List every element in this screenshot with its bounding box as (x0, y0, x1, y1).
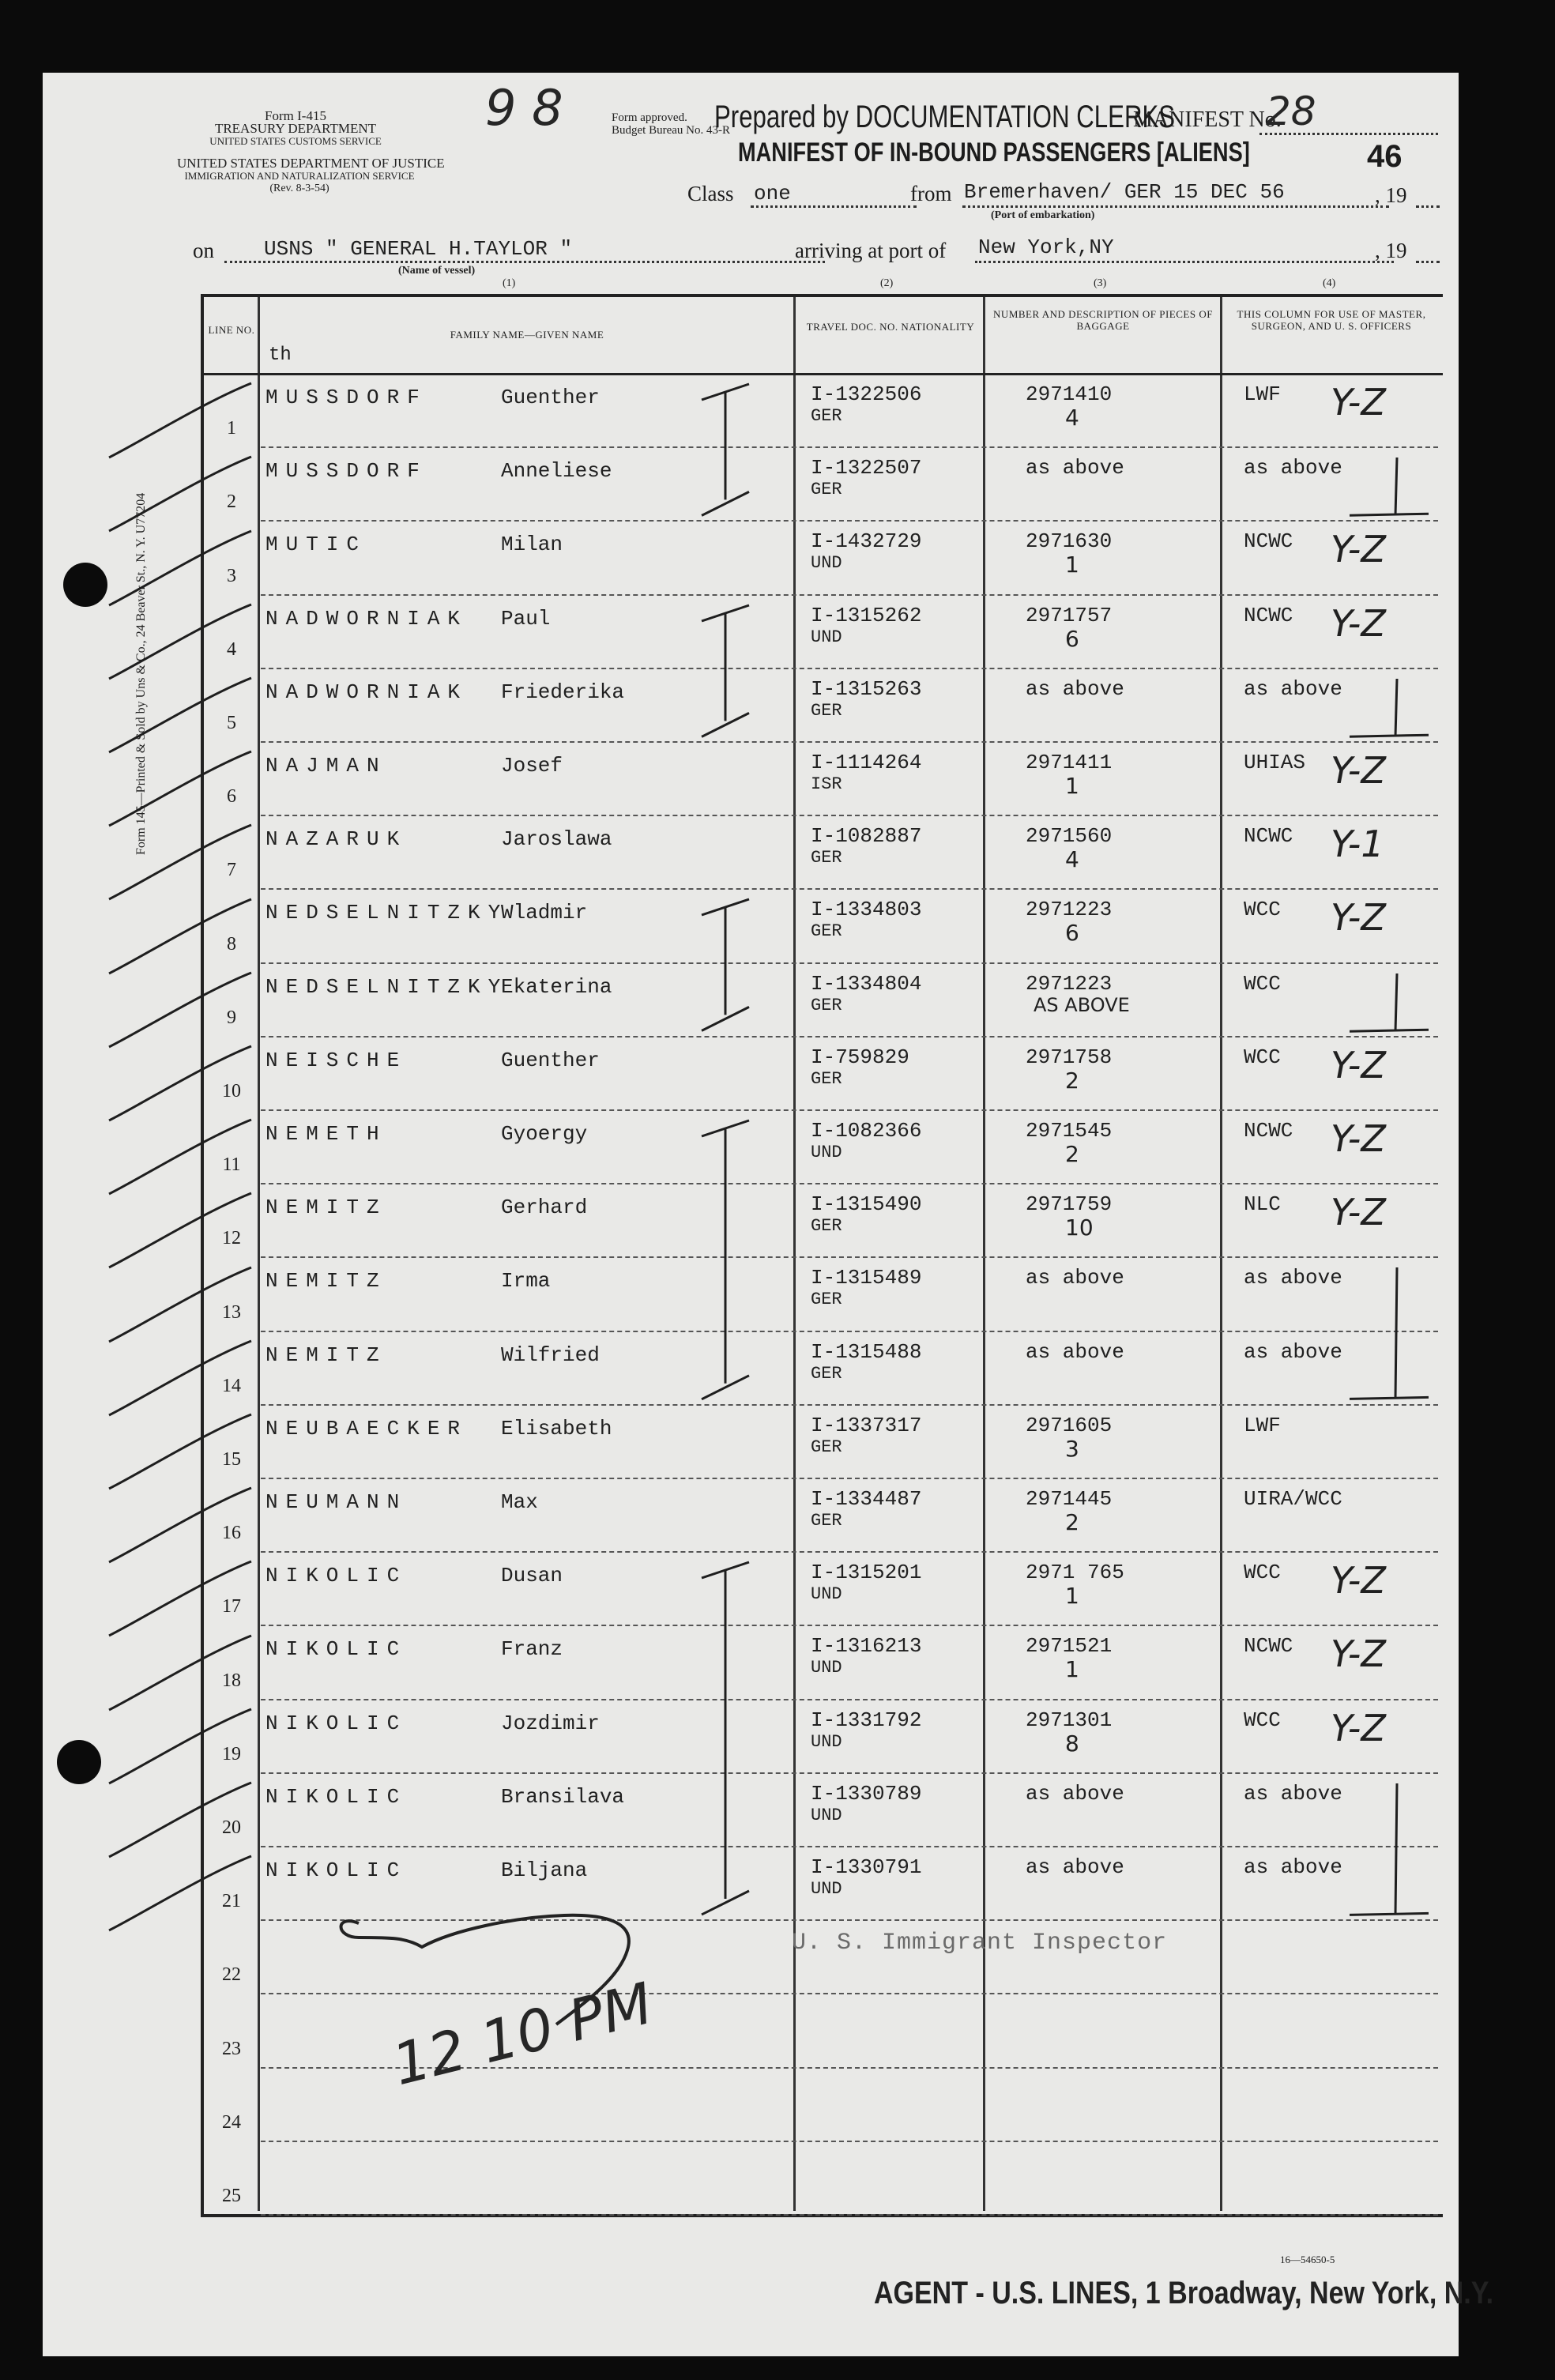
agent-footer: AGENT - U.S. LINES, 1 Broadway, New York, N.Y. (874, 2276, 1494, 2310)
row-agency: as above (1244, 1339, 1342, 1364)
row-officer-mark: Y-Z (1331, 1043, 1386, 1086)
handwritten-scribble (327, 1906, 706, 2080)
class-line (751, 205, 917, 208)
table-row (204, 671, 1443, 744)
officer-bracket (1342, 679, 1436, 744)
row-nationality: ISR (811, 774, 842, 794)
family-bracket (694, 1562, 757, 1922)
row-nationality: GER (811, 1216, 842, 1237)
officer-bracket (1342, 458, 1436, 523)
row-agency: UHIAS (1244, 751, 1306, 774)
table-row (204, 1776, 1443, 1849)
budget-bureau: Budget Bureau No. 43-R (612, 124, 730, 137)
col-header-line: LINE NO. (208, 324, 255, 336)
table-row (204, 1039, 1443, 1113)
col-header-travel: TRAVEL DOC. NO. NATIONALITY (806, 321, 975, 333)
col-header-baggage: NUMBER AND DESCRIPTION OF PIECES OF BAGGAGE (993, 308, 1213, 332)
row-baggage: 2971301 (1026, 1708, 1113, 1732)
row-family-name: NAZARUK (265, 827, 408, 852)
row-family-name: MUSSDORF (265, 386, 427, 409)
punch-hole-bottom (57, 1740, 101, 1784)
header-rule (204, 373, 1443, 375)
row-line-number: 15 (222, 1448, 241, 1470)
row-given-name: Gerhard (501, 1196, 588, 1220)
table-row (204, 1260, 1443, 1333)
row-baggage: 2971521 (1026, 1634, 1113, 1659)
row-officer-mark: Y-Z (1331, 896, 1386, 940)
year-suffix-2: , 19 (1375, 239, 1407, 262)
row-travel-doc: I-1315489 (811, 1266, 922, 1290)
row-given-name: Gyoergy (501, 1122, 588, 1146)
row-travel-doc: I-1334803 (811, 898, 922, 922)
row-nationality: UND (811, 1584, 842, 1605)
row-given-name: Josef (501, 754, 563, 778)
row-nationality: UND (811, 553, 842, 574)
row-nationality: GER (811, 995, 842, 1015)
row-travel-doc: I-1334804 (811, 971, 922, 996)
row-baggage: as above (1026, 456, 1124, 480)
row-travel-doc: I-1337317 (811, 1413, 922, 1437)
row-rule (261, 668, 1438, 669)
family-bracket (694, 605, 757, 744)
customs-service: UNITED STATES CUSTOMS SERVICE (209, 135, 382, 147)
row-given-name: Paul (501, 606, 551, 631)
row-nationality: GER (811, 1511, 842, 1531)
row-line-number: 3 (227, 565, 236, 586)
row-family-name: NEMITZ (265, 1269, 387, 1294)
row-baggage: 2971560 (1026, 824, 1113, 849)
row-family-name: NEDSELNITZKY (265, 901, 509, 925)
row-baggage-pieces: 1 (1065, 773, 1079, 799)
row-given-name: Ekaterina (501, 974, 612, 999)
col1-caption: (1) (503, 277, 516, 289)
col2-caption: (2) (880, 277, 894, 289)
row-family-name: MUTIC (265, 533, 367, 557)
table-row (204, 597, 1443, 671)
table-row (204, 1554, 1443, 1628)
row-baggage: 2971410 (1026, 382, 1113, 406)
row-officer-mark: Y-Z (1331, 601, 1386, 645)
row-given-name: Friederika (501, 680, 625, 704)
row-travel-doc: I-1331792 (811, 1708, 922, 1732)
handwritten-time: 12 10 PM (386, 1969, 659, 2099)
row-baggage: 2971758 (1026, 1045, 1113, 1069)
row-travel-doc: I-1315263 (811, 676, 922, 701)
officer-bracket (1342, 1783, 1436, 1922)
row-family-name: NADWORNIAK (265, 606, 469, 631)
row-family-name: NADWORNIAK (265, 680, 469, 704)
row-agency: NCWC (1244, 1634, 1293, 1659)
row-agency: NLC (1244, 1192, 1281, 1217)
from-label: from (910, 182, 952, 205)
on-label: on (193, 239, 214, 262)
page-number: 46 (1367, 139, 1403, 174)
row-line-number: 20 (222, 1817, 241, 1838)
row-rule (261, 741, 1438, 743)
row-nationality: UND (811, 1805, 842, 1825)
row-line-number: 19 (222, 1743, 241, 1764)
row-family-name: NEMITZ (265, 1343, 387, 1367)
row-baggage-pieces: 10 (1065, 1214, 1094, 1241)
row-given-name: Franz (501, 1637, 563, 1662)
row-rule (261, 1036, 1438, 1037)
col-header-officers: THIS COLUMN FOR USE OF MASTER, SURGEON, AND U. S. OFFICERS (1237, 308, 1426, 332)
row-nationality: GER (811, 1437, 842, 1457)
row-travel-doc: I-1315490 (811, 1192, 922, 1217)
row-officer-mark: Y-Z (1331, 1117, 1386, 1160)
row-line-number: 9 (227, 1007, 236, 1028)
row-baggage-pieces: 1 (1065, 1656, 1079, 1683)
row-travel-doc: I-1114264 (811, 751, 922, 774)
manifest-no-label: MANIFEST No. (1133, 107, 1282, 132)
row-nationality: GER (811, 848, 842, 868)
row-baggage-pieces: AS ABOVE (1034, 993, 1130, 1016)
row-agency: NCWC (1244, 824, 1293, 849)
table-row (204, 818, 1443, 891)
prepared-by-stamp: Prepared by DOCUMENTATION CLERKS (714, 100, 1176, 134)
family-bracket (694, 384, 757, 523)
year-suffix-1: , 19 (1375, 183, 1407, 207)
row-nationality: GER (811, 700, 842, 721)
row-line-number: 17 (222, 1596, 241, 1617)
row-rule (261, 1478, 1438, 1479)
table-row (204, 2070, 1443, 2144)
row-rule (261, 1846, 1438, 1847)
col3-caption: (3) (1094, 277, 1107, 289)
row-agency: NCWC (1244, 529, 1293, 554)
inspector-stamp: U. S. Immigrant Inspector (792, 1930, 1168, 1956)
row-given-name: Elisabeth (501, 1416, 612, 1440)
row-rule (261, 1256, 1438, 1258)
row-nationality: UND (811, 1143, 842, 1162)
row-baggage: 2971630 (1026, 529, 1113, 554)
row-line-number: 16 (222, 1523, 241, 1544)
row-family-name: NAJMAN (265, 754, 387, 778)
row-nationality: GER (811, 406, 842, 426)
row-travel-doc: I-1322507 (811, 456, 922, 480)
row-baggage-pieces: 3 (1065, 1435, 1079, 1462)
row-agency: as above (1244, 1855, 1342, 1879)
row-officer-mark: Y-1 (1331, 823, 1384, 866)
row-baggage: 2971223 (1026, 898, 1113, 922)
form-code: 16—54650-5 (1280, 2254, 1335, 2265)
row-line-number: 6 (227, 786, 236, 808)
row-officer-mark: Y-Z (1331, 1632, 1386, 1676)
row-family-name: NEMETH (265, 1122, 387, 1146)
row-line-number: 25 (222, 2185, 241, 2206)
row-officer-mark: Y-Z (1331, 381, 1386, 424)
row-officer-mark: Y-Z (1331, 749, 1386, 792)
officer-bracket (1342, 1267, 1436, 1407)
row-family-name: NIKOLIC (265, 1564, 408, 1588)
row-family-name: NIKOLIC (265, 1858, 408, 1882)
side-printer-notice: Form 145—Printed & Sold by Uns & Co., 24 Beaver St., N. Y. U77204 (134, 492, 148, 855)
row-agency: WCC (1244, 1045, 1281, 1069)
row-rule (261, 1404, 1438, 1406)
row-baggage: 2971545 (1026, 1119, 1113, 1143)
row-line-number: 11 (222, 1154, 241, 1176)
row-travel-doc: I-1082887 (811, 824, 922, 849)
row-given-name: Wilfried (501, 1343, 600, 1367)
row-officer-mark: Y-Z (1331, 1191, 1386, 1234)
row-line-number: 24 (222, 2111, 241, 2133)
table-row (204, 1186, 1443, 1260)
row-nationality: GER (811, 1068, 842, 1089)
manifest-title: MANIFEST OF IN-BOUND PASSENGERS [ALIENS] (738, 137, 1250, 168)
row-line-number: 22 (222, 1964, 241, 1986)
punch-hole-top (63, 563, 107, 607)
table-row (204, 1702, 1443, 1776)
row-given-name: Jaroslawa (501, 827, 612, 852)
row-agency: WCC (1244, 898, 1281, 922)
arriving-line (975, 261, 1394, 263)
row-given-name: Guenther (501, 1048, 600, 1072)
table-row (204, 1334, 1443, 1407)
row-rule (261, 520, 1438, 522)
row-line-number: 14 (222, 1375, 241, 1396)
row-baggage: 2971 765 (1026, 1561, 1124, 1585)
row-family-name: NIKOLIC (265, 1784, 408, 1809)
row-family-name: NEMITZ (265, 1196, 387, 1220)
class-value: one (754, 182, 791, 205)
row-agency: WCC (1244, 1708, 1281, 1732)
from-value: Bremerhaven/ GER 15 DEC 56 (964, 180, 1285, 204)
row-family-name: NEUBAECKER (265, 1416, 469, 1440)
row-rule (261, 594, 1438, 596)
row-rule (261, 1772, 1438, 1774)
form-approved: Form approved. (612, 111, 687, 124)
row-family-name: NEISCHE (265, 1048, 408, 1072)
col-header-name-note: th (269, 345, 292, 366)
row-baggage: 2971445 (1026, 1487, 1113, 1511)
from-line (962, 205, 1389, 208)
table-row (204, 966, 1443, 1039)
row-baggage-pieces: 1 (1065, 1583, 1079, 1610)
row-rule (261, 962, 1438, 964)
row-given-name: Irma (501, 1269, 551, 1294)
row-baggage: as above (1026, 1339, 1124, 1364)
row-baggage-pieces: 2 (1065, 1067, 1079, 1094)
class-label: Class (687, 182, 734, 205)
row-given-name: Jozdimir (501, 1711, 600, 1735)
row-line-number: 2 (227, 491, 236, 513)
row-given-name: Wladmir (501, 901, 588, 925)
ins-service: IMMIGRATION AND NATURALIZATION SERVICE (184, 170, 415, 182)
form-number: Form I-415 (265, 108, 326, 123)
row-travel-doc: I-1322506 (811, 382, 922, 406)
row-travel-doc: I-1330791 (811, 1855, 922, 1879)
row-line-number: 4 (227, 638, 236, 660)
row-rule (261, 1331, 1438, 1332)
row-agency: as above (1244, 1266, 1342, 1290)
row-family-name: NIKOLIC (265, 1637, 408, 1662)
row-travel-doc: I-1334487 (811, 1487, 922, 1511)
row-given-name: Anneliese (501, 459, 612, 484)
table-row (204, 744, 1443, 818)
row-nationality: GER (811, 921, 842, 942)
row-nationality: GER (811, 1290, 842, 1310)
row-rule (261, 1109, 1438, 1111)
row-officer-mark: Y-Z (1331, 1559, 1386, 1602)
row-officer-mark: Y-Z (1331, 1706, 1386, 1749)
rev-date: (Rev. 8-3-54) (269, 183, 329, 194)
row-rule (261, 815, 1438, 816)
row-travel-doc: I-1315262 (811, 603, 922, 627)
row-baggage: as above (1026, 1855, 1124, 1879)
row-nationality: GER (811, 480, 842, 500)
row-agency: as above (1244, 676, 1342, 701)
row-line-number: 21 (222, 1891, 241, 1912)
arriving-port: New York,NY (978, 235, 1114, 259)
row-agency: LWF (1244, 382, 1281, 406)
table-row (204, 376, 1443, 450)
row-given-name: Biljana (501, 1858, 588, 1882)
row-baggage: as above (1026, 1781, 1124, 1806)
row-agency: LWF (1244, 1413, 1281, 1437)
row-rule (261, 2214, 1438, 2216)
row-baggage: 2971757 (1026, 603, 1113, 627)
table-row (204, 2144, 1443, 2217)
row-travel-doc: I-1082366 (811, 1119, 922, 1143)
table-row (204, 1628, 1443, 1701)
row-line-number: 5 (227, 712, 236, 733)
row-travel-doc: I-1432729 (811, 529, 922, 554)
row-given-name: Milan (501, 533, 563, 557)
table-row (204, 450, 1443, 523)
row-nationality: UND (811, 627, 842, 647)
row-rule (261, 888, 1438, 890)
col4-caption: (4) (1323, 277, 1336, 289)
row-agency: WCC (1244, 1561, 1281, 1585)
row-baggage-pieces: 8 (1065, 1730, 1079, 1757)
vessel-caption: (Name of vessel) (398, 265, 476, 277)
row-nationality: UND (811, 1879, 842, 1899)
row-line-number: 12 (222, 1228, 241, 1249)
row-agency: NCWC (1244, 1119, 1293, 1143)
row-line-number: 23 (222, 2038, 241, 2059)
row-officer-mark: Y-Z (1331, 528, 1386, 571)
row-baggage-pieces: 6 (1065, 625, 1079, 652)
table-row (204, 523, 1443, 597)
row-agency: as above (1244, 456, 1342, 480)
handwritten-page: 9 8 (485, 79, 563, 137)
row-nationality: UND (811, 1731, 842, 1752)
row-travel-doc: I-759829 (811, 1045, 909, 1069)
row-baggage-pieces: 2 (1065, 1509, 1079, 1535)
manifest-no-value: 28 (1266, 88, 1316, 134)
row-baggage-pieces: 4 (1065, 846, 1079, 873)
row-line-number: 8 (227, 933, 236, 955)
row-rule (261, 2141, 1438, 2142)
row-line-number: 13 (222, 1301, 241, 1323)
row-agency: WCC (1244, 971, 1281, 996)
row-given-name: Dusan (501, 1564, 563, 1588)
year-line-1 (1416, 205, 1440, 208)
vessel-line (224, 261, 825, 263)
row-rule (261, 1625, 1438, 1626)
row-baggage-pieces: 6 (1065, 920, 1079, 947)
table-row (204, 1113, 1443, 1186)
row-family-name: MUSSDORF (265, 459, 427, 484)
treasury-dept: TREASURY DEPARTMENT (214, 121, 377, 136)
row-baggage: 2971411 (1026, 751, 1113, 774)
row-given-name: Guenther (501, 386, 600, 409)
row-given-name: Max (501, 1490, 538, 1514)
row-family-name: NEUMANN (265, 1490, 408, 1514)
port-embark-caption: (Port of embarkation) (991, 209, 1095, 221)
table-row (204, 891, 1443, 965)
row-line-number: 18 (222, 1670, 241, 1691)
row-line-number: 1 (227, 418, 236, 439)
family-bracket (694, 1120, 757, 1407)
row-travel-doc: I-1316213 (811, 1634, 922, 1659)
col-header-name: FAMILY NAME—GIVEN NAME (450, 329, 604, 341)
row-nationality: UND (811, 1658, 842, 1678)
row-baggage: 2971605 (1026, 1413, 1113, 1437)
row-agency: as above (1244, 1781, 1342, 1806)
vessel-name: USNS " GENERAL H.TAYLOR " (264, 237, 573, 261)
row-family-name: NIKOLIC (265, 1711, 408, 1735)
row-baggage: 2971759 (1026, 1192, 1113, 1217)
table-row (204, 1407, 1443, 1481)
row-travel-doc: I-1315488 (811, 1339, 922, 1364)
row-rule (261, 1183, 1438, 1184)
table-row (204, 1481, 1443, 1554)
row-line-number: 7 (227, 860, 236, 881)
row-baggage-pieces: 4 (1065, 405, 1079, 431)
family-bracket (694, 899, 757, 1038)
row-rule (261, 1699, 1438, 1700)
row-baggage: 2971223 (1026, 971, 1113, 996)
row-family-name: NEDSELNITZKY (265, 974, 509, 999)
justice-dept: UNITED STATES DEPARTMENT OF JUSTICE (177, 156, 445, 171)
row-baggage-pieces: 1 (1065, 552, 1079, 578)
row-baggage-pieces: 2 (1065, 1141, 1079, 1167)
row-baggage: as above (1026, 1266, 1124, 1290)
officer-bracket (1342, 973, 1436, 1039)
row-agency: UIRA/WCC (1244, 1487, 1342, 1511)
row-agency: NCWC (1244, 603, 1293, 627)
row-rule (261, 1551, 1438, 1553)
row-travel-doc: I-1315201 (811, 1561, 922, 1585)
row-baggage: as above (1026, 676, 1124, 701)
row-nationality: GER (811, 1363, 842, 1384)
arriving-label: arriving at port of (795, 239, 947, 262)
manifest-sheet (43, 73, 1494, 2356)
row-given-name: Bransilava (501, 1784, 625, 1809)
year-line-2 (1416, 261, 1440, 263)
row-line-number: 10 (222, 1080, 241, 1102)
row-travel-doc: I-1330789 (811, 1781, 922, 1806)
row-rule (261, 446, 1438, 448)
